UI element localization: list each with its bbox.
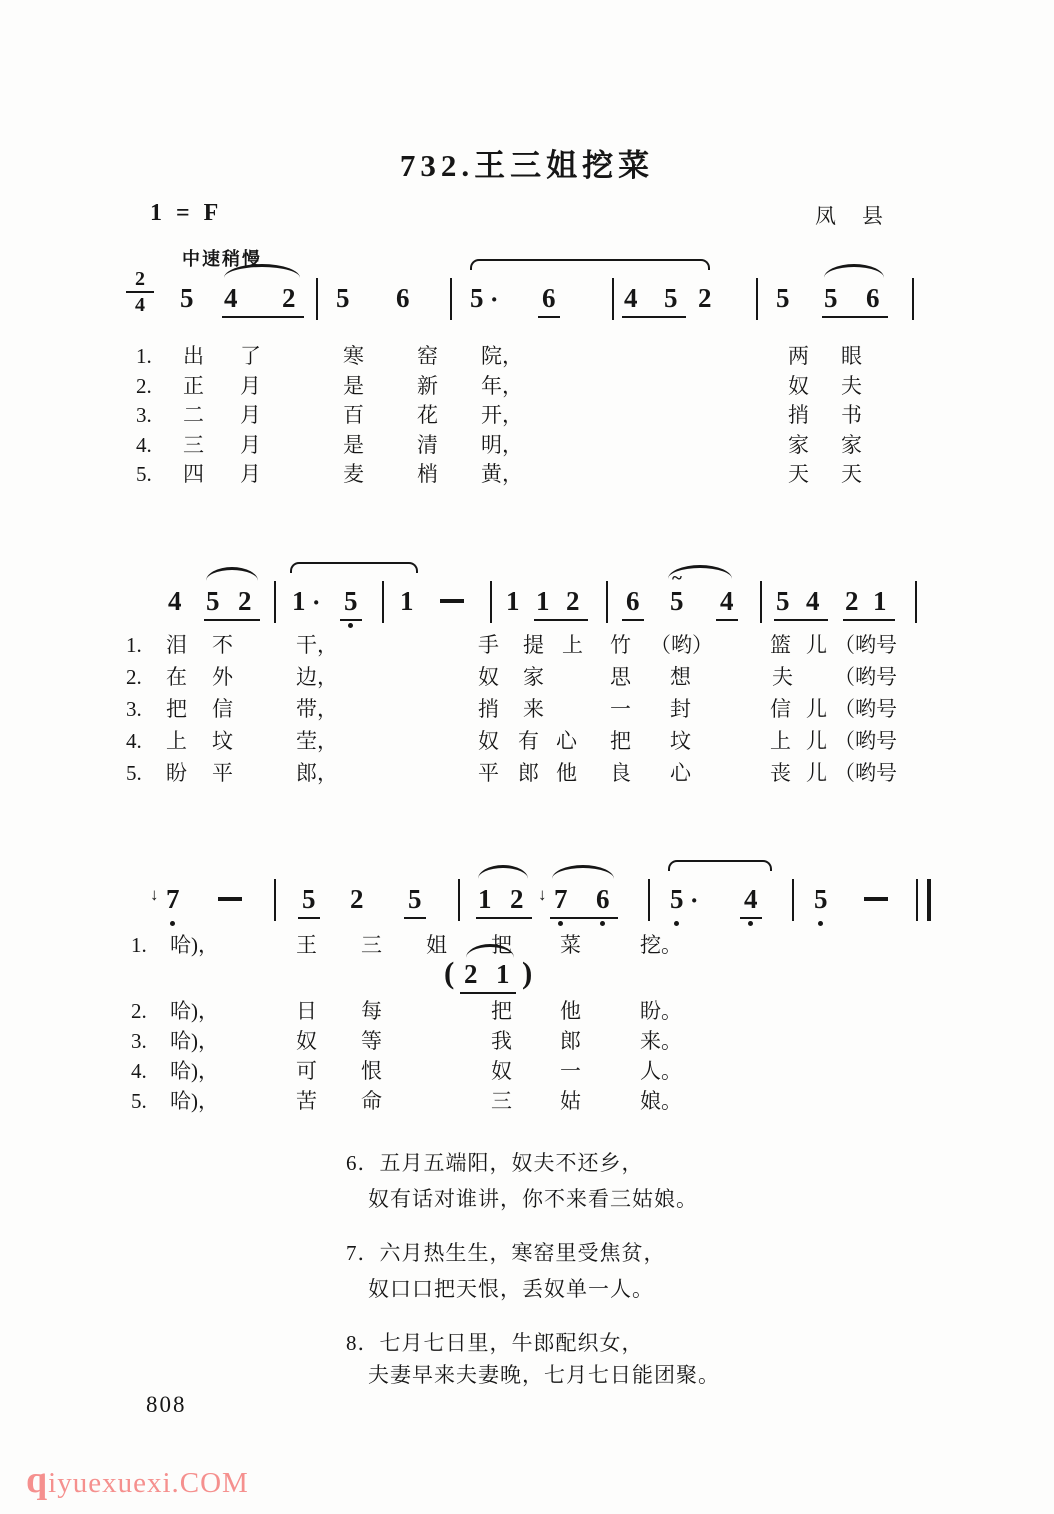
lyric-cell: 三 — [183, 433, 204, 457]
note-digit: 5 — [206, 586, 220, 616]
lyric-cell: 奴 — [788, 374, 809, 398]
bar-line — [490, 581, 492, 623]
note — [282, 282, 296, 316]
note-group — [774, 585, 828, 621]
bar-line — [316, 278, 318, 320]
lyric-cell: 4. — [136, 433, 152, 457]
lyric-cell: （哟号 — [834, 729, 897, 753]
half-note-dash — [218, 897, 242, 901]
octave-down-arrow-icon: ↓ — [150, 885, 159, 904]
note-digit: 4 — [806, 586, 820, 616]
lyric-cell: 盼 — [166, 761, 187, 785]
lyric-cell: 在 — [166, 665, 187, 689]
lyric-cell: 1. — [136, 344, 152, 368]
note — [873, 585, 887, 619]
bar-line — [760, 581, 762, 623]
time-sig-denominator: 4 — [135, 294, 145, 316]
lyric-cell: 把 — [491, 999, 512, 1023]
lyric-cell: 外 — [212, 665, 233, 689]
bar-line — [648, 879, 650, 921]
note — [814, 883, 828, 917]
lyric-cell: 明， — [481, 433, 523, 457]
lyric-cell: 他 — [560, 999, 581, 1023]
lyric-cell: 年， — [481, 374, 523, 398]
phrase-bracket — [470, 259, 710, 270]
slur-arc — [478, 865, 528, 879]
note — [292, 585, 321, 619]
note-digit: 6 — [396, 283, 410, 313]
note-group — [622, 282, 686, 318]
lyric-cell: 捎 — [478, 697, 499, 721]
bar-line — [606, 581, 608, 623]
lyric-cell: 提 — [523, 633, 544, 657]
note — [824, 282, 838, 316]
note-group — [843, 585, 895, 621]
low-octave-dot — [558, 921, 563, 926]
note-digit: 4 — [744, 884, 758, 914]
note — [336, 282, 350, 316]
note — [670, 883, 699, 917]
slur-arc — [206, 567, 258, 581]
ossia-paren: ) — [522, 955, 533, 990]
note — [350, 883, 364, 917]
note-digit: 7 — [554, 884, 568, 914]
lyric-cell: 家 — [788, 433, 809, 457]
note-digit: 2 — [464, 959, 478, 989]
lyric-cell: 日 — [296, 999, 317, 1023]
lyric-cell: 良 — [610, 761, 631, 785]
lyric-cell: 把 — [610, 729, 631, 753]
note-digit: 5 — [470, 283, 484, 313]
lyric-cell: 苦 — [296, 1089, 317, 1113]
low-octave-dot — [600, 921, 605, 926]
lyric-cell: 来。 — [640, 1029, 682, 1053]
low-octave-dot — [348, 623, 353, 628]
note — [866, 282, 880, 316]
region-label: 凤县 — [815, 204, 909, 228]
lyric-cell: 月 — [240, 433, 261, 457]
lyric-cell: 4. — [126, 729, 142, 753]
lyric-cell: 花 — [417, 403, 438, 427]
lyric-cell: 2. — [131, 999, 147, 1023]
note — [404, 883, 426, 919]
lyric-cell: 夫 — [841, 374, 862, 398]
note — [664, 282, 678, 316]
verse-line: 7．六月热生生，寒窑里受焦贫， — [346, 1241, 666, 1265]
lyric-cell: 有 — [518, 729, 539, 753]
lyric-cell: 奴 — [296, 1029, 317, 1053]
lyric-cell: 郎， — [296, 761, 338, 785]
note — [168, 585, 182, 619]
bar-line — [458, 879, 460, 921]
note-digit: 5 — [824, 283, 838, 313]
lyric-cell: 心 — [670, 761, 691, 785]
lyric-cell: 上 — [770, 729, 791, 753]
note-digit: 5 — [670, 884, 684, 914]
note-group — [222, 282, 304, 318]
lyric-cell: （哟号 — [834, 633, 897, 657]
half-note-dash — [864, 897, 888, 901]
lyric-cell: 天 — [788, 462, 809, 486]
lyric-cell: 麦 — [343, 462, 364, 486]
lyric-cell: 菜 — [560, 933, 581, 957]
bar-line — [915, 581, 917, 623]
lyric-cell: 儿 — [806, 729, 827, 753]
music-line — [0, 955, 1054, 1022]
lyric-cell: 边， — [296, 665, 338, 689]
note-digit: 5 — [664, 283, 678, 313]
lyric-cell: 两 — [788, 344, 809, 368]
note-group — [204, 585, 260, 621]
lyric-cell: 月 — [240, 403, 261, 427]
lyric-cell: 眼 — [841, 344, 862, 368]
note — [845, 585, 859, 619]
lyric-cell: 2. — [136, 374, 152, 398]
lyric-cell: 手 — [478, 633, 499, 657]
note — [596, 883, 610, 917]
half-note-dash — [440, 599, 464, 603]
note-group — [460, 958, 516, 994]
lyric-cell: 4. — [131, 1059, 147, 1083]
note-digit: 4 — [224, 283, 238, 313]
lyric-cell: 清 — [417, 433, 438, 457]
note-digit: 6 — [626, 586, 640, 616]
lyric-cell: 哈)， — [170, 999, 219, 1023]
lyric-cell: 5. — [126, 761, 142, 785]
note-group — [476, 883, 532, 919]
note — [396, 282, 410, 316]
note-digit: 4 — [624, 283, 638, 313]
lyric-cell: 四 — [183, 462, 204, 486]
lyric-cell: 院， — [481, 344, 523, 368]
lyric-cell: 月 — [240, 374, 261, 398]
lyric-cell: 竹 — [610, 633, 631, 657]
lyric-cell: （哟） — [650, 633, 713, 657]
slur-arc — [824, 264, 884, 278]
note — [464, 958, 478, 992]
music-line — [0, 883, 1054, 947]
lyric-cell: 窑 — [417, 344, 438, 368]
note — [624, 282, 638, 316]
bar-line — [792, 879, 794, 921]
note — [400, 585, 414, 619]
note — [622, 585, 644, 621]
note — [470, 282, 499, 316]
note-digit: 5 — [344, 586, 358, 616]
lyric-cell: 封 — [670, 697, 691, 721]
lyric-cell: 娘。 — [640, 1089, 682, 1113]
lyric-cell: 夫 — [772, 665, 793, 689]
lyric-cell: 黄， — [481, 462, 523, 486]
note — [566, 585, 580, 619]
lyric-cell: 儿 — [806, 633, 827, 657]
note-digit: 4 — [720, 586, 734, 616]
lyric-cell: 奴 — [491, 1059, 512, 1083]
page-title: 732.王三姐挖菜 — [399, 148, 655, 183]
lyric-cell: 3. — [126, 697, 142, 721]
lyric-cell: 泪 — [166, 633, 187, 657]
lyric-cell: 天 — [841, 462, 862, 486]
low-octave-dot — [170, 921, 175, 926]
note-digit: 5 — [408, 884, 422, 914]
lyric-cell: 茔， — [296, 729, 338, 753]
lyric-cell: 百 — [343, 403, 364, 427]
time-signature — [126, 268, 154, 318]
note-digit: 1 — [496, 959, 510, 989]
lyric-cell: （哟号 — [834, 761, 897, 785]
note-digit: 2 — [845, 586, 859, 616]
note-digit: 5 — [302, 884, 316, 914]
lyric-cell: 奴 — [478, 729, 499, 753]
lyric-cell: 3. — [131, 1029, 147, 1053]
lyric-cell: 是 — [343, 433, 364, 457]
verse-line: 奴口口把天恨，丢奴单一人。 — [368, 1277, 654, 1301]
lyric-cell: 他 — [556, 761, 577, 785]
lyric-cell: 正 — [183, 374, 204, 398]
lyric-cell: 不 — [212, 633, 233, 657]
lyric-cell: 信 — [212, 697, 233, 721]
lyric-cell: 三 — [491, 1089, 512, 1113]
key-signature: 1 = F — [150, 200, 223, 226]
note — [536, 585, 550, 619]
slur-arc — [552, 865, 614, 879]
note-digit: 6 — [542, 283, 556, 313]
note — [150, 883, 180, 917]
note-group — [822, 282, 888, 318]
verse-line: 夫妻早来夫妻晚，七月七日能团聚。 — [368, 1363, 720, 1387]
note-digit: 5 — [336, 283, 350, 313]
lyric-cell: 一 — [610, 697, 631, 721]
lyric-cell: 挖。 — [640, 933, 682, 957]
lyric-cell: （哟号 — [834, 665, 897, 689]
note-digit: 6 — [596, 884, 610, 914]
note-digit: 2 — [350, 884, 364, 914]
note — [538, 282, 560, 318]
lyric-cell: 二 — [183, 403, 204, 427]
note-digit: 5 — [814, 884, 828, 914]
music-line — [0, 268, 1054, 346]
note — [510, 883, 524, 917]
low-octave-dot — [674, 921, 679, 926]
lyric-cell: 把 — [491, 933, 512, 957]
ossia-paren: ( — [444, 955, 455, 990]
note — [180, 282, 194, 316]
lyric-cell: 盼。 — [640, 999, 682, 1023]
note — [224, 282, 238, 316]
lyric-cell: 1. — [126, 633, 142, 657]
lyric-cell: 命 — [361, 1089, 382, 1113]
low-octave-dot — [748, 921, 753, 926]
verse-line: 6．五月五端阳，奴夫不还乡， — [346, 1151, 644, 1175]
note-digit: 4 — [168, 586, 182, 616]
lyric-cell: 心 — [556, 729, 577, 753]
note-digit: 5 — [180, 283, 194, 313]
lyric-cell: 带， — [296, 697, 338, 721]
low-octave-dot — [818, 921, 823, 926]
octave-down-arrow-icon: ↓ — [538, 885, 547, 904]
augmentation-dot: · — [311, 588, 321, 617]
lyric-cell: 家 — [841, 433, 862, 457]
note-group — [534, 585, 588, 621]
lyric-cell: 上 — [562, 633, 583, 657]
note — [340, 585, 362, 621]
bar-line — [382, 581, 384, 623]
note-digit: 1 — [292, 586, 306, 616]
bar-line — [756, 278, 758, 320]
watermark: qiyuexuexi.COM — [26, 1459, 249, 1501]
note-digit: 5 — [776, 586, 790, 616]
lyric-cell: 姐 — [426, 933, 447, 957]
lyric-cell: 哈)， — [170, 1029, 219, 1053]
lyric-cell: 把 — [166, 697, 187, 721]
lyric-cell: 捎 — [788, 403, 809, 427]
lyric-cell: 坟 — [670, 729, 691, 753]
lyric-cell: 坟 — [212, 729, 233, 753]
lyric-cell: 哈)， — [170, 933, 219, 957]
lyric-cell: 一 — [560, 1059, 581, 1083]
verse-line: 奴有话对谁讲，你不来看三姑娘。 — [368, 1187, 698, 1211]
lyric-cell: 等 — [361, 1029, 382, 1053]
lyric-cell: 来 — [523, 697, 544, 721]
note-digit: 1 — [506, 586, 520, 616]
note-digit: 1 — [478, 884, 492, 914]
lyric-cell: 思 — [610, 665, 631, 689]
lyric-cell: 平 — [478, 761, 499, 785]
note-digit: 1 — [873, 586, 887, 616]
lyric-cell: 每 — [361, 999, 382, 1023]
note-digit: 2 — [238, 586, 252, 616]
lyric-cell: 郎 — [518, 761, 539, 785]
lyric-cell: 儿 — [806, 697, 827, 721]
final-bar-line — [916, 879, 931, 921]
note — [698, 282, 712, 316]
lyric-cell: 出 — [183, 344, 204, 368]
lyric-cell: 开， — [481, 403, 523, 427]
note-digit: 2 — [566, 586, 580, 616]
note — [506, 585, 520, 619]
lyric-cell: 平 — [212, 761, 233, 785]
note — [740, 883, 762, 919]
bar-line — [274, 581, 276, 623]
note-digit: 5 — [670, 586, 684, 616]
bar-line — [912, 278, 914, 320]
lyric-cell: 3. — [136, 403, 152, 427]
bar-line — [612, 278, 614, 320]
note — [670, 568, 684, 619]
lyric-cell: 2. — [126, 665, 142, 689]
note-digit: 1 — [536, 586, 550, 616]
augmentation-dot: · — [489, 285, 499, 314]
note-digit: 6 — [866, 283, 880, 313]
lyric-cell: 书 — [841, 403, 862, 427]
lyric-cell: 想 — [670, 665, 691, 689]
note — [206, 585, 220, 619]
lyric-cell: 王 — [296, 933, 317, 957]
note — [538, 883, 568, 917]
time-sig-numerator: 2 — [126, 268, 154, 293]
lyric-cell: 奴 — [478, 665, 499, 689]
note — [238, 585, 252, 619]
note — [716, 585, 738, 621]
lyric-cell: 是 — [343, 374, 364, 398]
lyric-cell: 1. — [131, 933, 147, 957]
lyric-cell: 信 — [770, 697, 791, 721]
note — [496, 958, 510, 992]
verse-line: 8．七月七日里，牛郎配织女， — [346, 1331, 644, 1355]
lyric-cell: 丧 — [770, 761, 791, 785]
lyric-cell: 5. — [136, 462, 152, 486]
phrase-bracket — [290, 562, 418, 573]
note — [776, 282, 790, 316]
lyric-cell: 篮 — [770, 633, 791, 657]
lyric-cell: 寒 — [343, 344, 364, 368]
lyric-cell: 可 — [296, 1059, 317, 1083]
lyric-cell: 了 — [240, 344, 261, 368]
note — [806, 585, 820, 619]
lyric-cell: 恨 — [361, 1059, 382, 1083]
lyric-cell: 哈)， — [170, 1059, 219, 1083]
lyric-cell: 5. — [131, 1089, 147, 1113]
note-digit: 2 — [510, 884, 524, 914]
page-number: 808 — [146, 1392, 187, 1417]
bar-line — [274, 879, 276, 921]
note — [298, 883, 320, 919]
lyric-cell: 上 — [166, 729, 187, 753]
lyric-cell: 哈)， — [170, 1089, 219, 1113]
note-digit: 2 — [282, 283, 296, 313]
note-digit: 7 — [166, 884, 180, 914]
lyric-cell: 郎 — [560, 1029, 581, 1053]
lyric-cell: 梢 — [417, 462, 438, 486]
lyric-cell: 我 — [491, 1029, 512, 1053]
note-digit: 1 — [400, 586, 414, 616]
tempo-label: 中速稍慢 — [182, 249, 262, 269]
lyric-cell: 三 — [361, 933, 382, 957]
augmentation-dot: · — [689, 886, 699, 915]
lyric-cell: 人。 — [640, 1059, 682, 1083]
lyric-cell: 新 — [417, 374, 438, 398]
lyric-cell: 干， — [296, 633, 338, 657]
lyric-cell: 月 — [240, 462, 261, 486]
lyric-cell: 儿 — [806, 761, 827, 785]
note-group — [538, 883, 618, 919]
note-digit: 2 — [698, 283, 712, 313]
note-digit: 5 — [776, 283, 790, 313]
phrase-bracket — [668, 860, 772, 871]
note — [776, 585, 790, 619]
bar-line — [450, 278, 452, 320]
note — [478, 883, 492, 917]
lyric-cell: （哟号 — [834, 697, 897, 721]
lyric-cell: 姑 — [560, 1089, 581, 1113]
mordent-icon: ~ — [672, 568, 682, 589]
lyric-cell: 家 — [523, 665, 544, 689]
